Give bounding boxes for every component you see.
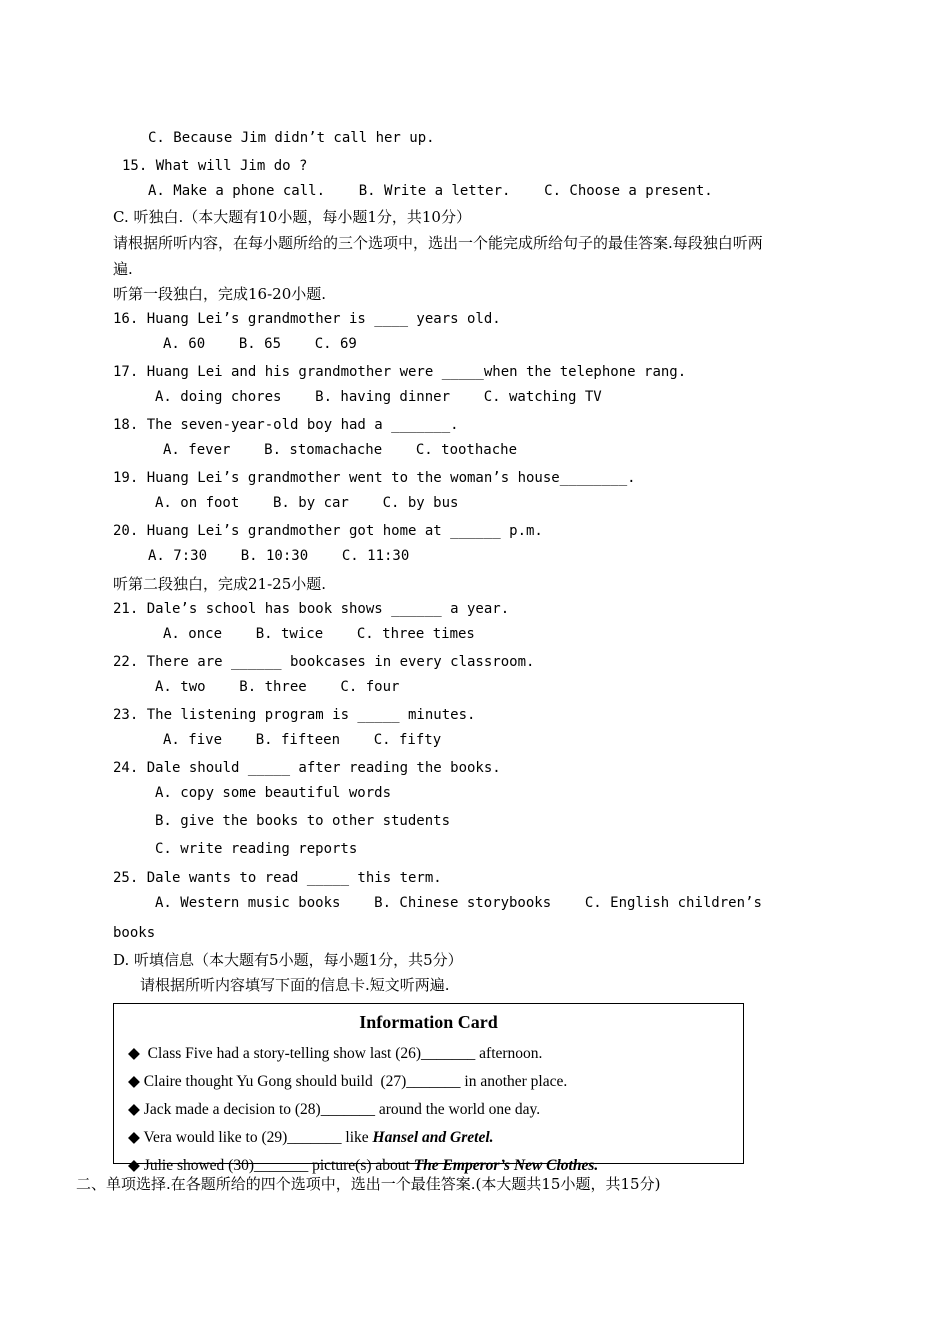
text-line: A. Western music books B. Chinese storybooks C. English children’s — [155, 895, 762, 911]
text-line: 25. Dale wants to read _____ this term. — [113, 870, 442, 886]
text-line: A. two B. three C. four — [155, 679, 400, 695]
card-item-text: Julie showed (30)_______ picture(s) about — [143, 1157, 414, 1174]
card-item-text: Class Five had a story-telling show last (26)_______ afternoon. — [143, 1045, 543, 1062]
diamond-bullet-icon: ◆ — [128, 1045, 144, 1062]
text-line: C. write reading reports — [155, 841, 358, 857]
text-line: 二、单项选择.在各题所给的四个选项中，选出一个最佳答案.(本大题共15小题，共15分) — [76, 1175, 661, 1193]
text-line: 请根据所听内容，在每小题所给的三个选项中，选出一个能完成所给句子的最佳答案.每段独白听两 — [113, 234, 763, 252]
diamond-bullet-icon: ◆ — [128, 1129, 144, 1146]
card-title: Information Card — [359, 1012, 498, 1032]
text-line: 22. There are ______ bookcases in every classroom. — [113, 654, 535, 670]
information-card — [113, 1003, 744, 1174]
card-item — [128, 1044, 542, 1063]
text-line: A. five B. fifteen C. fifty — [163, 732, 442, 748]
diamond-bullet-icon: ◆ — [128, 1073, 144, 1090]
card-item-text: Jack made a decision to (28)_______ around the world one day. — [143, 1101, 541, 1118]
text-line: 21. Dale’s school has book shows ______ a year. — [113, 601, 510, 617]
text-line: A. fever B. stomachache C. toothache — [163, 442, 518, 458]
card-item-title: Hansel and Gretel. — [372, 1129, 494, 1146]
diamond-bullet-icon: ◆ — [128, 1101, 144, 1118]
text-line: 24. Dale should _____ after reading the books. — [113, 760, 501, 776]
text-line: C. 听独白.（本大题有10小题，每小题1分，共10分） — [113, 208, 471, 226]
text-line: A. on foot B. by car C. by bus — [155, 495, 459, 511]
text-line: 15. What will Jim do ? — [122, 158, 308, 174]
text-line: 听第二段独白，完成21-25小题. — [113, 575, 327, 593]
card-item-text: Vera would like to (29)_______ like — [143, 1129, 373, 1146]
text-line: 19. Huang Lei’s grandmother went to the woman’s house________. — [113, 470, 636, 486]
text-line: B. give the books to other students — [155, 813, 451, 829]
text-line: A. Make a phone call. B. Write a letter. C. Choose a present. — [148, 183, 713, 199]
text-line: 17. Huang Lei and his grandmother were _____when the telephone rang. — [113, 364, 687, 380]
diamond-bullet-icon: ◆ — [128, 1157, 144, 1174]
text-line: 16. Huang Lei’s grandmother is ____ years old. — [113, 311, 501, 327]
card-item — [128, 1100, 540, 1119]
text-line: A. copy some beautiful words — [155, 785, 392, 801]
text-line: 听第一段独白，完成16-20小题. — [113, 285, 327, 303]
text-line: A. once B. twice C. three times — [163, 626, 475, 642]
card-item-text: Claire thought Yu Gong should build (27)_______ in another place. — [143, 1073, 568, 1090]
text-line: D. 听填信息（本大题有5小题，每小题1分，共5分） — [113, 951, 463, 969]
text-line: A. 60 B. 65 C. 69 — [163, 336, 357, 352]
text-line: 遍. — [113, 260, 133, 278]
text-line: 20. Huang Lei’s grandmother got home at ______ p.m. — [113, 523, 543, 539]
text-line: C. Because Jim didn’t call her up. — [148, 130, 435, 146]
text-line: A. 7:30 B. 10:30 C. 11:30 — [148, 548, 410, 564]
text-line: 23. The listening program is _____ minutes. — [113, 707, 476, 723]
card-item — [128, 1128, 494, 1147]
card-item — [128, 1156, 598, 1175]
text-line: books — [113, 925, 156, 941]
text-line: 请根据所听内容填写下面的信息卡.短文听两遍. — [140, 976, 450, 994]
text-line: A. doing chores B. having dinner C. watching TV — [155, 389, 602, 405]
card-item-title: The Emperor’s New Clothes. — [413, 1157, 599, 1174]
text-line: 18. The seven-year-old boy had a _______. — [113, 417, 459, 433]
card-item — [128, 1072, 567, 1091]
